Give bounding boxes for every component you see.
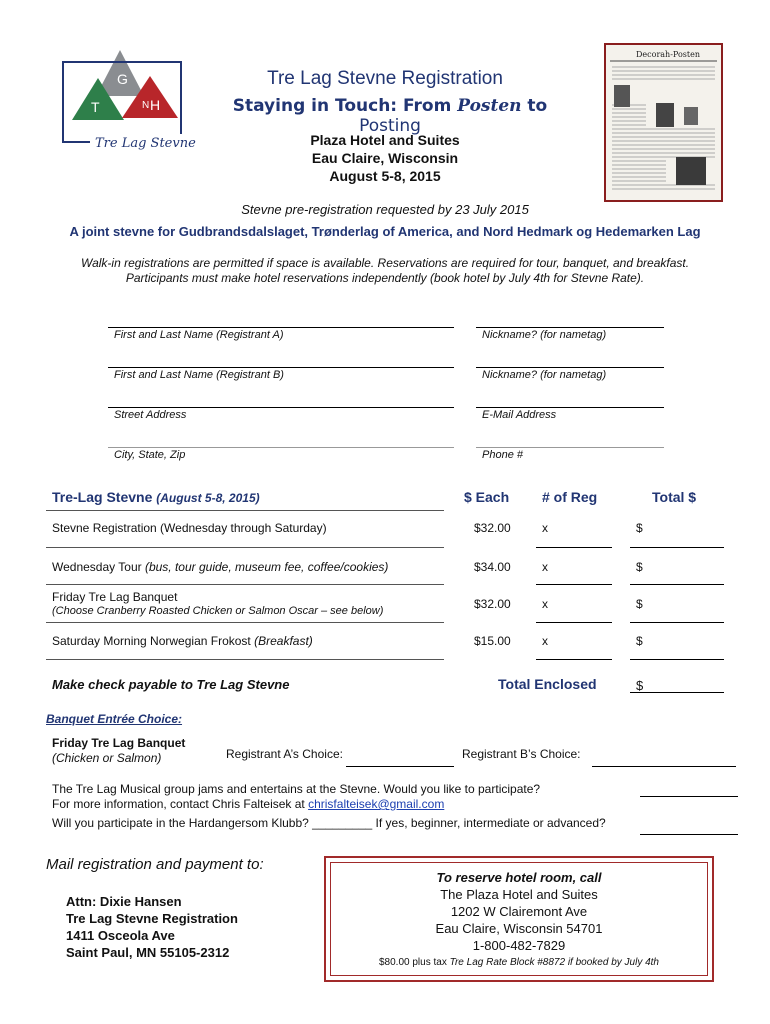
hotel-city: Eau Claire, Wisconsin 54701 bbox=[435, 921, 603, 936]
x-tour: x bbox=[542, 560, 548, 574]
hotel-street: 1202 W Clairemont Ave bbox=[450, 904, 588, 919]
newspaper-masthead: Decorah-Posten bbox=[636, 50, 700, 59]
col-reg-header: # of Reg bbox=[542, 489, 598, 505]
reg-count-tour[interactable] bbox=[536, 584, 612, 585]
banquet-detail: (Choose Cranberry Roasted Chicken or Salmon Oscar – see below) bbox=[52, 605, 384, 617]
payable-note: Make check payable to Tre Lag Stevne bbox=[52, 677, 290, 692]
choice-a-label: Registrant A’s Choice: bbox=[226, 747, 343, 761]
total-registration[interactable] bbox=[630, 547, 724, 548]
preregistration-deadline: Stevne pre-registration requested by 23 July 2015 bbox=[241, 202, 529, 217]
email-link[interactable]: chrisfalteisek@gmail.com bbox=[308, 797, 445, 811]
choice-b-field[interactable] bbox=[592, 766, 736, 767]
walkin-notice: Walk-in registrations are permitted if space is available. Reservations are required for tour, banquet, and breakfast. Participants must make hotel reservations independently (book hotel by July 4th for Stevne Rate). bbox=[80, 256, 690, 285]
phone-label: Phone # bbox=[482, 449, 523, 461]
banquet-title: Friday Tre Lag Banquet bbox=[52, 736, 186, 750]
logo-text: Tre Lag Stevne bbox=[95, 136, 196, 151]
city-label: City, State, Zip bbox=[114, 449, 186, 461]
venue-info: Plaza Hotel and Suites Eau Claire, Wisconsin August 5-8, 2015 bbox=[310, 132, 460, 184]
street-label: Street Address bbox=[114, 409, 187, 421]
table-row-tour: Wednesday Tour (bus, tour guide, museum fee, coffee/cookies) bbox=[52, 560, 389, 574]
dollar-registration: $ bbox=[636, 521, 643, 535]
total-enclosed-label: Total Enclosed bbox=[498, 676, 597, 692]
total-enclosed-field[interactable] bbox=[630, 692, 724, 693]
choice-b-label: Registrant B’s Choice: bbox=[462, 747, 581, 761]
logo-letter-g: G bbox=[117, 71, 128, 87]
hotel-rate: $80.00 plus tax Tre Lag Rate Block #8872 if booked by July 4th bbox=[379, 957, 659, 968]
dollar-banquet: $ bbox=[636, 597, 643, 611]
table-row-banquet: Friday Tre Lag Banquet bbox=[52, 590, 178, 604]
row-divider bbox=[46, 622, 444, 623]
participate-field[interactable] bbox=[640, 796, 738, 797]
reg-count-frokost[interactable] bbox=[536, 659, 612, 660]
musical-section: The Tre Lag Musical group jams and entertains at the Stevne. Would you like to participate? For more information, contact Chris Falteisek at chrisfalteisek@gmail.com Will you participate in the Hardangersom Klubb? _________ If yes, beginner, intermediate or advanced? bbox=[52, 782, 606, 830]
total-banquet[interactable] bbox=[630, 622, 724, 623]
page-title: Tre Lag Stevne Registration bbox=[267, 68, 503, 89]
total-tour[interactable] bbox=[630, 584, 724, 585]
nick-b-line[interactable] bbox=[476, 367, 664, 368]
price-frokost: $15.00 bbox=[474, 634, 511, 648]
mail-address: Attn: Dixie Hansen Tre Lag Stevne Registration 1411 Osceola Ave Saint Paul, MN 55105-2312 bbox=[66, 894, 238, 960]
table-title: Tre-Lag Stevne (August 5-8, 2015) bbox=[52, 489, 260, 505]
row-divider bbox=[46, 659, 444, 660]
table-head-divider bbox=[46, 510, 444, 511]
level-field[interactable] bbox=[640, 834, 738, 835]
x-registration: x bbox=[542, 521, 548, 535]
row-divider bbox=[46, 547, 444, 548]
name-a-line[interactable] bbox=[108, 327, 454, 328]
email-line[interactable] bbox=[476, 407, 664, 408]
nick-a-label: Nickname? (for nametag) bbox=[482, 329, 607, 341]
banquet-options: (Chicken or Salmon) bbox=[52, 751, 162, 765]
total-enclosed-dollar: $ bbox=[636, 678, 644, 693]
phone-line[interactable] bbox=[476, 447, 664, 448]
hotel-phone: 1-800-482-7829 bbox=[472, 938, 566, 953]
table-row-registration: Stevne Registration (Wednesday through Saturday) bbox=[52, 521, 327, 535]
x-frokost: x bbox=[542, 634, 548, 648]
logo-letter-t: T bbox=[91, 99, 100, 115]
price-registration: $32.00 bbox=[474, 521, 511, 535]
hotel-reservation-box bbox=[324, 856, 714, 982]
banquet-choice-heading: Banquet Entrée Choice: bbox=[46, 712, 183, 726]
logo-letter-n: N bbox=[142, 100, 150, 111]
logo-letter-h: H bbox=[150, 97, 161, 113]
mail-heading: Mail registration and payment to: bbox=[46, 856, 264, 873]
hotel-name: The Plaza Hotel and Suites bbox=[440, 887, 598, 902]
nick-a-line[interactable] bbox=[476, 327, 664, 328]
x-banquet: x bbox=[542, 597, 548, 611]
dollar-tour: $ bbox=[636, 560, 643, 574]
email-label: E-Mail Address bbox=[482, 409, 557, 421]
name-b-label: First and Last Name (Registrant B) bbox=[114, 369, 284, 381]
city-line[interactable] bbox=[108, 447, 454, 448]
newspaper-image bbox=[604, 43, 723, 202]
dollar-frokost: $ bbox=[636, 634, 643, 648]
nick-b-label: Nickname? (for nametag) bbox=[482, 369, 607, 381]
reg-count-banquet[interactable] bbox=[536, 622, 612, 623]
name-b-line[interactable] bbox=[108, 367, 454, 368]
name-a-label: First and Last Name (Registrant A) bbox=[114, 329, 284, 341]
page-subtitle: Staying in Touch: From Posten to Posting bbox=[232, 96, 548, 136]
table-row-frokost: Saturday Morning Norwegian Frokost (Breakfast) bbox=[52, 634, 313, 648]
col-each-header: $ Each bbox=[464, 489, 510, 505]
row-divider bbox=[46, 584, 444, 585]
joint-stevne-heading: A joint stevne for Gudbrandsdalslaget, Trønderlag of America, and Nord Hedmark og Hedemarken Lag bbox=[69, 224, 701, 239]
street-line[interactable] bbox=[108, 407, 454, 408]
total-frokost[interactable] bbox=[630, 659, 724, 660]
tre-lag-logo bbox=[62, 48, 202, 158]
price-tour: $34.00 bbox=[474, 560, 511, 574]
choice-a-field[interactable] bbox=[346, 766, 454, 767]
col-total-header: Total $ bbox=[652, 489, 697, 505]
reg-count-registration[interactable] bbox=[536, 547, 612, 548]
hotel-heading: To reserve hotel room, call bbox=[436, 870, 602, 885]
price-banquet: $32.00 bbox=[474, 597, 511, 611]
